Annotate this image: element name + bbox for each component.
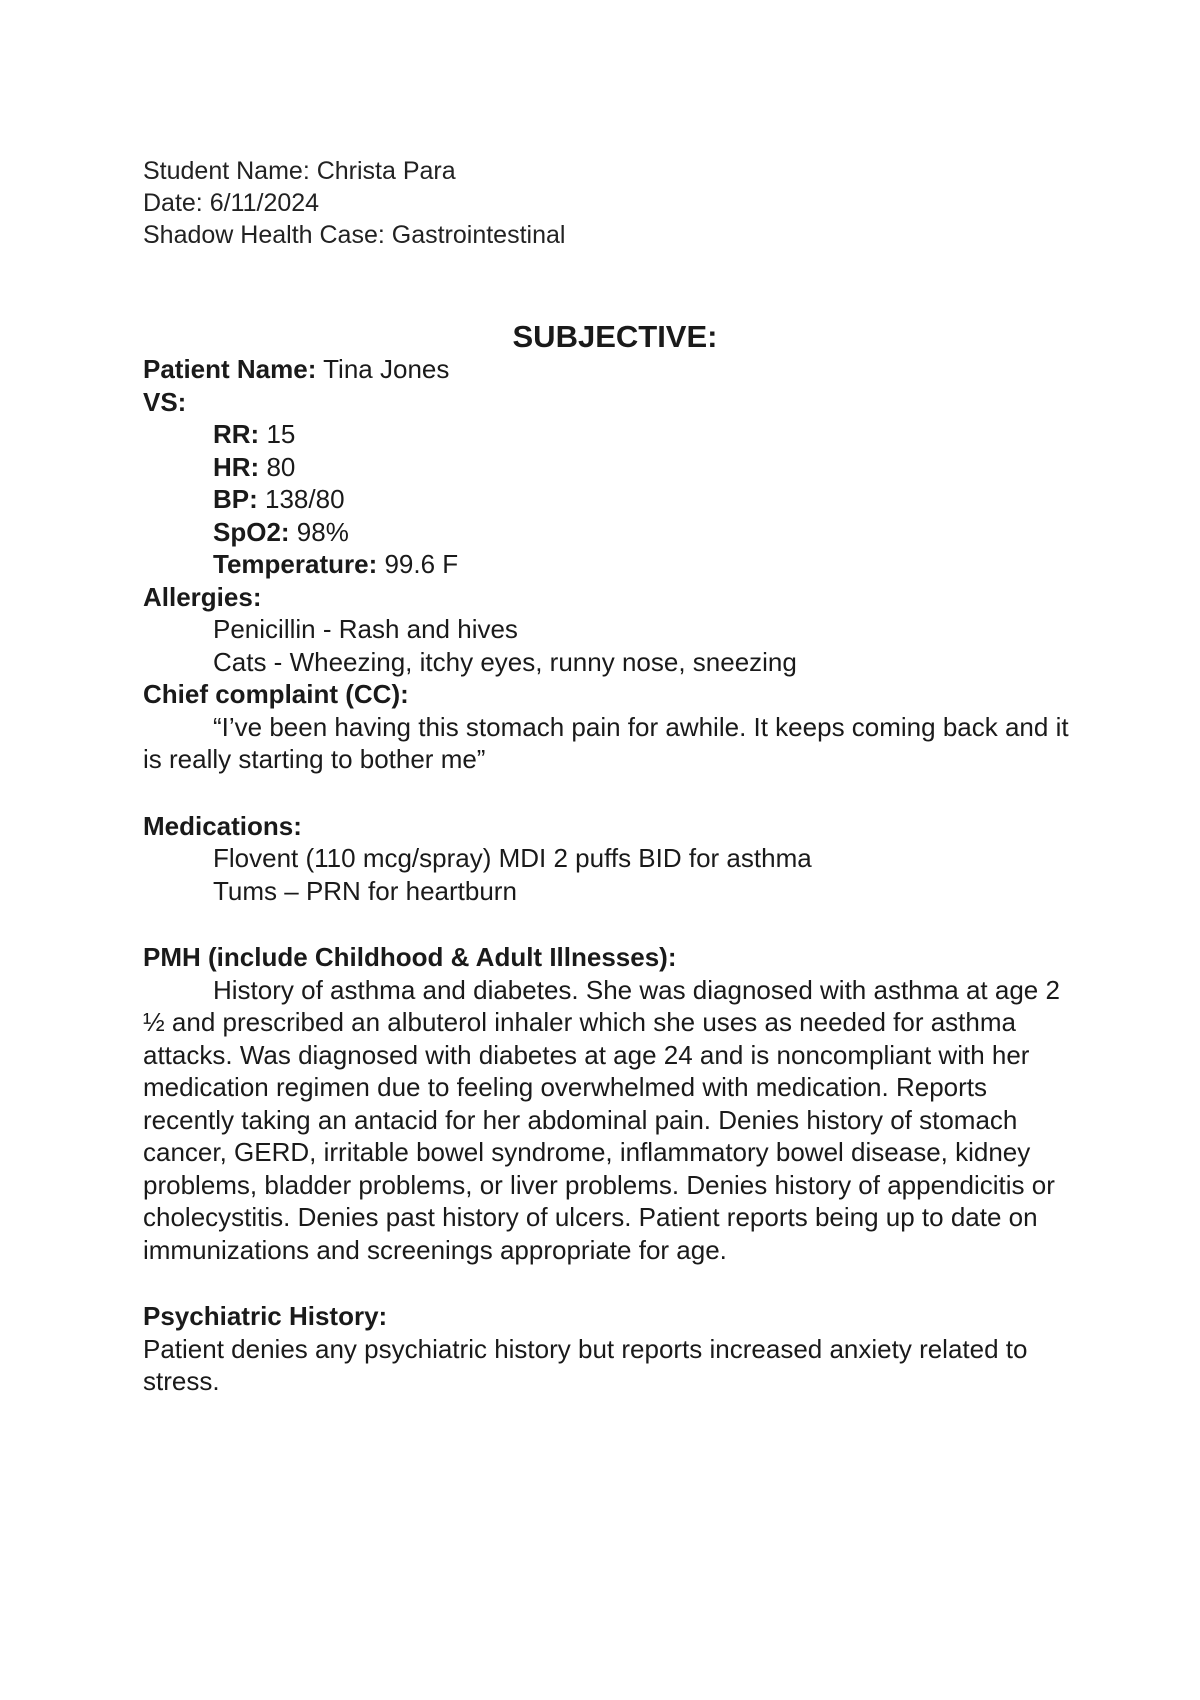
- vital-hr: [143, 451, 1073, 484]
- patient-name-value: Tina Jones: [316, 354, 450, 384]
- vital-value: 98%: [289, 516, 349, 547]
- vital-label: Temperature:: [213, 549, 378, 579]
- allergy-item: Penicillin - Rash and hives: [213, 614, 518, 644]
- case-name: Shadow Health Case: Gastrointestinal: [143, 221, 566, 249]
- chief-complaint-label: Chief complaint (CC):: [143, 679, 409, 709]
- patient-name-row: [143, 353, 1073, 386]
- student-name: Student Name: Christa Para: [143, 157, 456, 185]
- vital-value: 138/80: [257, 484, 345, 514]
- psychiatric-history-label: Psychiatric History:: [143, 1301, 388, 1331]
- allergy-item: Cats - Wheezing, itchy eyes, runny nose, sneezing: [213, 646, 797, 677]
- medication-item: Tums – PRN for heartburn: [213, 875, 517, 906]
- pmh-text: History of asthma and diabetes. She was diagnosed with asthma at age 2 ½ and prescribed an albuterol inhaler which she uses as needed for asthma attacks. Was diagnosed with diabetes at age 24 and is noncompliant with her medication regimen due to feeling overwhelmed with medication. Reports recently taking an antacid for her abdominal pain. Denies history of stomach cancer, GERD, irritable bowel syndrome, inflammatory bowel disease, kidney problems, bladder problems, or liver problems. Denies history of appendicitis or cholecystitis. Denies past history of ulcers. Patient reports being up to date on immunizations and screenings appropriate for age.: [143, 974, 1060, 1265]
- vital-label: BP:: [213, 484, 258, 514]
- vital-label: SpO2:: [213, 516, 290, 547]
- document-page: [143, 155, 1073, 1398]
- pmh-label: PMH (include Childhood & Adult Illnesses):: [143, 942, 677, 972]
- patient-name-label: Patient Name:: [143, 354, 317, 384]
- medications-label: Medications:: [143, 810, 302, 841]
- vital-label: RR:: [213, 419, 260, 449]
- section-title-subjective: SUBJECTIVE:: [512, 319, 718, 354]
- medication-item: Flovent (110 mcg/spray) MDI 2 puffs BID for asthma: [213, 843, 812, 873]
- vital-rr: [143, 418, 1073, 451]
- vital-value: 15: [259, 419, 296, 449]
- vital-value: 80: [259, 451, 296, 482]
- vital-label: HR:: [213, 451, 260, 482]
- vital-temperature: [143, 548, 1073, 581]
- psychiatric-history-text: Patient denies any psychiatric history but reports increased anxiety related to stress.: [143, 1333, 1028, 1396]
- vital-bp: [143, 483, 1073, 516]
- allergies-label: Allergies:: [143, 581, 262, 612]
- vs-label: VS:: [143, 386, 187, 417]
- vital-spo2: [143, 516, 1073, 549]
- chief-complaint-text: “I’ve been having this stomach pain for awhile. It keeps coming back and it is really starting to bother me”: [143, 711, 1069, 774]
- date: Date: 6/11/2024: [143, 189, 320, 217]
- vital-value: 99.6 F: [377, 549, 459, 579]
